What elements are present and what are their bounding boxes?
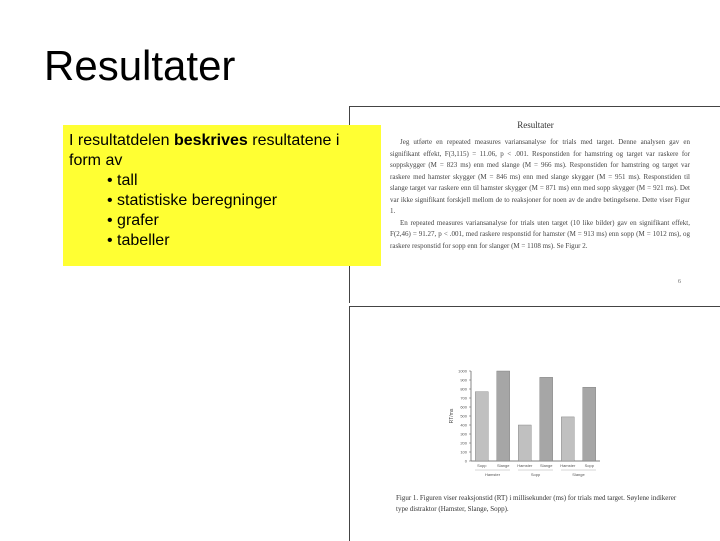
y-tick-label: 900 — [460, 377, 467, 383]
y-tick-label: 500 — [460, 413, 467, 419]
bar — [561, 417, 574, 461]
y-tick-label: 400 — [460, 422, 467, 428]
y-tick-label: 100 — [460, 449, 467, 455]
paper-paragraph-2: En repeated measures variansanalyse for trials uten target (10 like bilder) gav en signifikant effekt, F(2,46) = 91.27, p < .001, med raskere responstid for hamster (M = 913 ms) enn sopp (M = 1012 ms), og raskere responstid for sopp enn for slanger (M = 1108 ms). Se Figur 2. — [390, 218, 690, 250]
figure-caption: Figur 1. Figuren viser reaksjonstid (RT) i millisekunder (ms) for trials med target. Søylene indikerer type distraktor (Hamster, Slange, Sopp). — [396, 494, 677, 513]
y-tick-label: 700 — [460, 395, 467, 401]
x-tick-label: Sopp — [584, 463, 594, 468]
x-tick-label: Slange — [497, 463, 510, 468]
x-group-label: Hamster — [484, 472, 501, 477]
callout-item: • statistiske beregninger — [107, 191, 375, 211]
x-tick-label: Sopp — [477, 463, 487, 468]
bar — [475, 392, 488, 461]
callout-item: • tabeller — [107, 231, 375, 251]
callout-intro-post: resultatene i form av — [69, 132, 340, 169]
y-tick-label: 0 — [464, 458, 467, 464]
callout-intro — [69, 131, 375, 171]
bar — [540, 377, 553, 461]
x-tick-label: Hamster — [560, 463, 576, 468]
callout-intro-bold: beskrives — [173, 132, 248, 149]
bar — [497, 371, 510, 461]
callout-item: • grafer — [107, 211, 375, 231]
y-tick-label: 200 — [460, 440, 467, 446]
paper-paragraph-1: Jeg utførte en repeated measures variansanalyse for trials med target. Denne analysen gav en signifikant effekt, F(3,115) = 11.06, p < .001. Responstiden for hamstring og target var raskere for soppskygger (M = 823 ms) enn med slange (M = 966 ms). Responstiden for hamstring og target var raskere med hamster skygger (M = 846 ms) enn med slange skygger (M = 951 ms). Responstiden til slange target var raskere enn til hamster skygger (M = 871 ms) enn med sopp skygger (M = 921 ms). Det var ikke signifikant forskjell mellom de to reaksjoner for noen av de andre betingelsene. Dette viser Figur 1. — [390, 138, 690, 215]
bar-chart — [350, 307, 720, 487]
bar — [583, 387, 596, 461]
callout-intro-pre: I resultatdelen — [69, 132, 174, 149]
y-tick-label: 300 — [460, 431, 467, 437]
x-group-label: Sopp — [530, 472, 541, 477]
callout-box — [63, 125, 381, 266]
y-tick-label: 600 — [460, 404, 467, 410]
y-tick-label: 1000 — [458, 368, 467, 374]
paper-page-figure — [349, 306, 720, 541]
bar — [518, 425, 531, 461]
paper-page-results-text — [349, 106, 720, 303]
paper-heading: Resultater — [517, 120, 554, 130]
y-tick-label: 800 — [460, 386, 467, 392]
callout-item: • tall — [107, 171, 375, 191]
paper-body — [390, 137, 690, 252]
x-tick-label: Hamster — [517, 463, 533, 468]
page-number: 6 — [678, 279, 681, 285]
callout-list — [69, 171, 375, 251]
x-group-label: Slange — [572, 472, 585, 477]
slide-title: Resultater — [44, 42, 236, 89]
y-axis-label: RT/ms — [449, 408, 455, 424]
x-tick-label: Slange — [540, 463, 553, 468]
